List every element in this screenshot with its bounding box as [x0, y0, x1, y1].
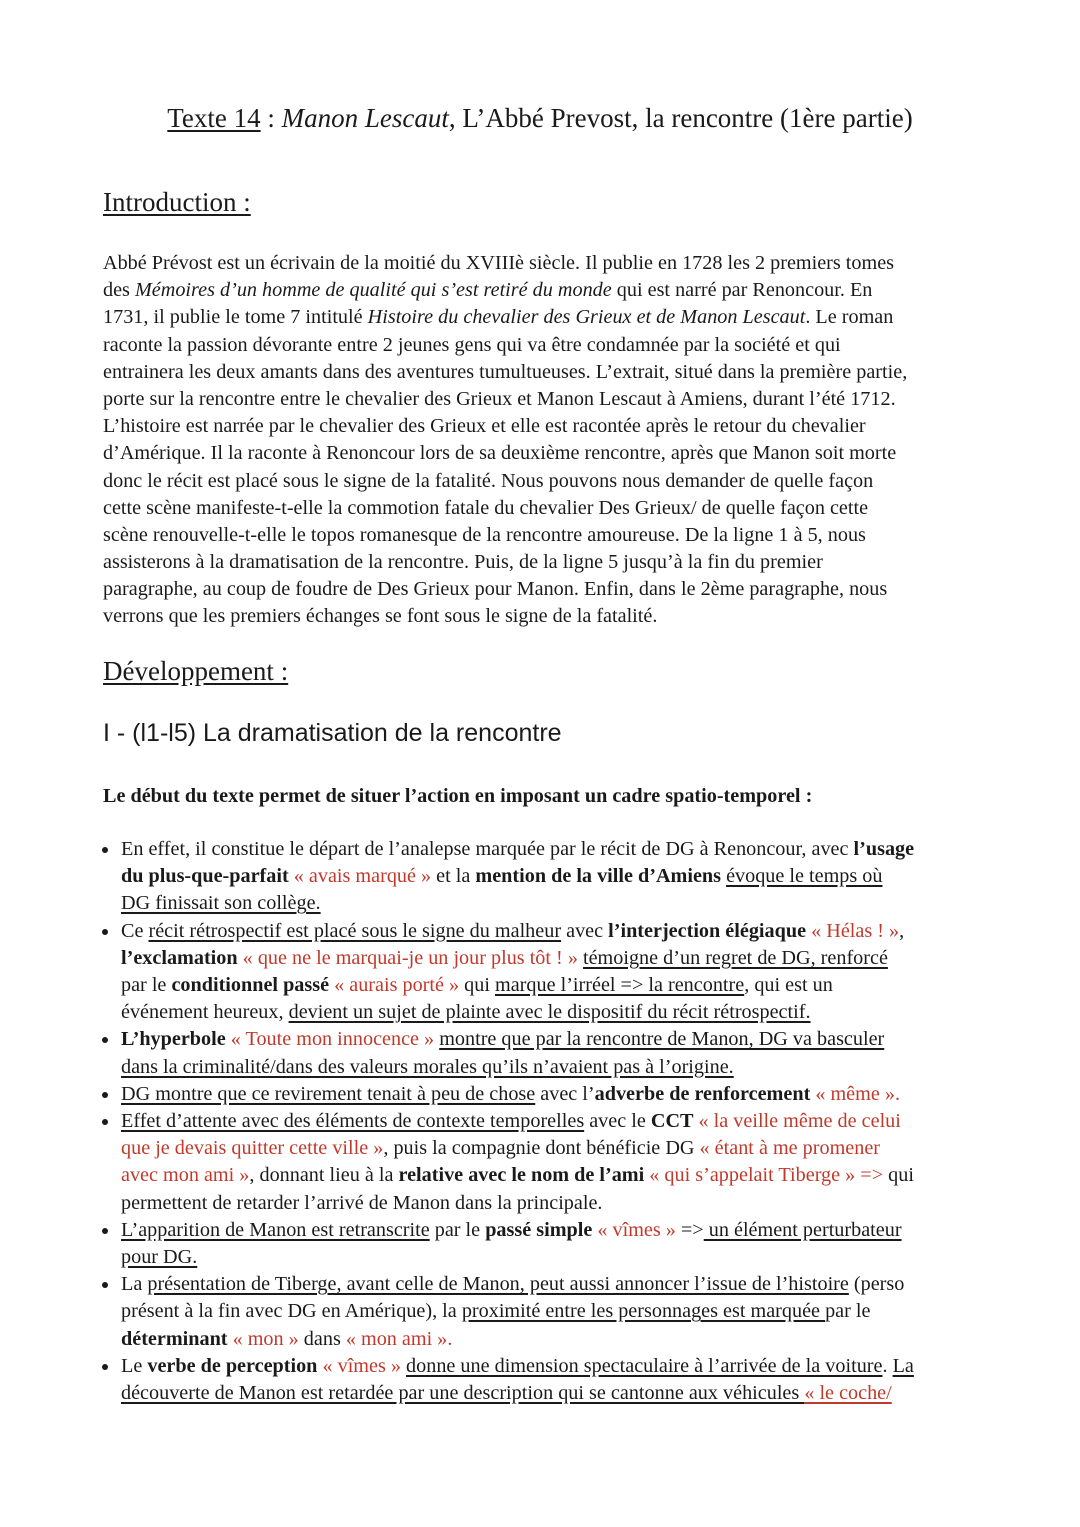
section-heading: I - (l1-l5) La dramatisation de la rencontre — [103, 719, 562, 747]
bullet-line — [121, 1353, 914, 1380]
text-run: « étant à me promener — [699, 1137, 881, 1160]
text-run: un élément perturbateur — [703, 1218, 902, 1241]
intro-line — [103, 413, 983, 440]
text-run: DG finissait son collège. — [121, 892, 321, 915]
intro-line — [103, 549, 983, 576]
text-run: des — [103, 279, 135, 302]
text-run: . — [882, 1354, 893, 1377]
page-title — [0, 100, 1080, 136]
text-run: paragraphe, au coup de foudre de Des Grieux pour Manon. Enfin, dans le 2ème paragraphe, nous — [103, 578, 888, 601]
text-run: passé simple — [485, 1218, 593, 1241]
text-run: permettent de retarder l’arrivé de Manon dans la principale. — [121, 1191, 603, 1214]
title-work: Manon Lescaut — [281, 103, 449, 133]
intro-line — [103, 250, 983, 277]
text-run: Effet d’attente avec des éléments de contexte temporelles — [121, 1110, 585, 1132]
text-run: DG montre que ce revirement tenait à peu de chose — [121, 1082, 536, 1105]
text-run: scène renouvelle-t-elle le topos romanesque de la rencontre amoureuse. De la ligne 1 à 5, nous — [103, 523, 866, 546]
bullet-dot — [102, 1119, 108, 1125]
bullet-line — [121, 1244, 197, 1271]
intro-line — [103, 495, 983, 522]
intro-line — [103, 332, 983, 359]
intro-line — [103, 440, 983, 467]
bullet-line — [121, 1054, 734, 1081]
bullet-line — [121, 863, 882, 890]
intro-line — [103, 576, 983, 603]
text-run: « vîmes » — [322, 1354, 401, 1377]
bullet-line — [121, 1081, 900, 1108]
text-run: L’histoire est narrée par le chevalier des Grieux et elle est racontée après le retour du chevalier — [103, 415, 866, 438]
intro-line — [103, 386, 983, 413]
text-run: avec — [561, 919, 609, 942]
text-run: avec l’ — [535, 1082, 595, 1105]
text-run: Ce — [121, 919, 149, 942]
text-run: présent à la fin avec DG en Amérique), la — [121, 1300, 462, 1323]
text-run: témoigne d’un regret de DG, renforcé — [582, 946, 888, 969]
text-run: assisterons à la dramatisation de la rencontre. Puis, de la ligne 5 jusqu’à la fin du premier — [103, 551, 823, 574]
text-run: marque l’irréel => la rencontre — [495, 974, 745, 996]
title-separator: : — [260, 103, 282, 133]
text-run: « aurais porté » — [334, 974, 460, 996]
bullet-line — [121, 1190, 602, 1217]
text-run: entrainera les deux amants dans des aventures tumultueuses. L’extrait, situé dans la première partie, — [103, 360, 908, 383]
bullet-line — [121, 1162, 914, 1189]
intro-line — [103, 603, 983, 630]
text-run: (perso — [848, 1273, 905, 1296]
text-run: l’usage — [853, 838, 915, 860]
text-run: « qui s’appelait Tiberge » => — [649, 1164, 884, 1187]
text-run: proximité entre les personnages est marquée — [461, 1300, 826, 1323]
title-text-number: Texte 14 — [167, 103, 261, 133]
bullet-dot — [102, 1037, 108, 1043]
text-run: présentation de Tiberge, avant celle de Manon, peut aussi annoncer l’issue de l’histoire — [147, 1273, 849, 1296]
text-run: 1731, il publie le tome 7 intitulé — [103, 306, 368, 329]
text-run: mention de la ville d’Amiens — [475, 865, 722, 888]
bullet-line — [121, 918, 904, 945]
intro-line — [103, 277, 983, 304]
text-run: « Hélas ! » — [811, 919, 900, 942]
text-run: du plus-que-parfait — [121, 865, 289, 888]
text-run: événement heureux, — [121, 1001, 289, 1024]
text-run: que je devais quitter cette ville » — [121, 1137, 384, 1160]
introduction-paragraph — [103, 250, 983, 631]
text-run: qui — [459, 974, 496, 996]
text-run: montre que par la rencontre de Manon, DG va basculer — [439, 1028, 885, 1051]
text-run: , donnant lieu à la — [249, 1164, 399, 1187]
bullet-line — [121, 836, 914, 863]
bullet-dot — [102, 1092, 108, 1098]
text-run: adverbe de renforcement — [594, 1082, 811, 1105]
text-run: par le — [825, 1300, 871, 1323]
bullet-line — [121, 999, 811, 1026]
bullet-line — [121, 1026, 884, 1053]
bullet-line — [121, 1271, 904, 1298]
text-run: donne une dimension spectaculaire à l’arrivée de la voiture — [406, 1354, 883, 1377]
bullet-line — [121, 1298, 870, 1325]
text-run: par le — [121, 974, 172, 996]
text-run: donc le récit est placé sous le signe de la fatalité. Nous pouvons nous demander de quelle façon — [103, 469, 874, 492]
text-run: , puis la compagnie dont bénéficie DG — [383, 1137, 700, 1160]
text-run: En effet, il constitue le départ de l’analepse marquée par le récit de DG à Renoncour, avec — [121, 838, 854, 860]
bullet-line — [121, 972, 833, 999]
bullet-dot — [102, 1364, 108, 1370]
text-run: Histoire du chevalier des Grieux et de Manon Lescaut — [367, 306, 806, 329]
bullet-line — [121, 1135, 880, 1162]
text-run: « avais marqué » — [293, 865, 432, 888]
text-run: qui est narré par Renoncour. En — [611, 279, 873, 302]
text-run: , qui est un — [744, 974, 833, 996]
text-run: « vîmes » — [597, 1218, 676, 1241]
text-run: raconte la passion dévorante entre 2 jeunes gens qui va être condamnée par la société et qui — [103, 333, 841, 356]
text-run: avec le — [584, 1110, 651, 1132]
bullet-line — [121, 945, 888, 972]
text-run: « mon ami ». — [345, 1327, 453, 1350]
text-run: , — [899, 919, 905, 942]
text-run: conditionnel passé — [171, 974, 330, 996]
text-run: => — [675, 1218, 704, 1241]
text-run: L’hyperbole — [121, 1028, 226, 1051]
bullet-line — [121, 890, 321, 917]
text-run: verbe de perception — [147, 1354, 318, 1377]
text-run: découverte de Manon est retardée par une description qui se cantonne aux véhicules — [121, 1382, 805, 1404]
development-heading: Développement : — [103, 656, 289, 686]
introduction-heading: Introduction : — [103, 187, 251, 217]
text-run: « que ne le marquai-je un jour plus tôt ! » — [242, 946, 578, 969]
text-run: . Le roman — [805, 306, 894, 329]
text-run: l’interjection élégiaque — [608, 919, 807, 942]
bullet-dot — [102, 1282, 108, 1288]
lead-sentence: Le début du texte permet de situer l’action en imposant un cadre spatio-temporel : — [103, 785, 813, 807]
text-run: avec mon ami » — [121, 1164, 250, 1187]
text-run: cette scène manifeste-t-elle la commotion fatale du chevalier Des Grieux/ de quelle façon cette — [103, 496, 869, 519]
text-run: « Toute mon innocence » — [230, 1028, 435, 1051]
intro-line — [103, 304, 983, 331]
intro-line — [103, 359, 983, 386]
bullet-line — [121, 1380, 892, 1407]
intro-line — [103, 522, 983, 549]
text-run: Abbé Prévost est un écrivain de la moitié du XVIIIè siècle. Il publie en 1728 les 2 premiers tomes — [103, 252, 895, 274]
text-run: évoque le temps où — [726, 865, 883, 888]
text-run: Le — [121, 1354, 148, 1377]
text-run: dans — [298, 1327, 346, 1350]
text-run: « la veille même de celui — [698, 1110, 901, 1132]
text-run: relative avec le nom de l’ami — [398, 1164, 645, 1187]
bullet-line — [121, 1108, 901, 1135]
bullet-dot — [102, 1228, 108, 1234]
text-run: dans la criminalité/dans des valeurs morales qu’ils n’avaient pas à l’origine. — [121, 1055, 734, 1078]
bullet-line — [121, 1326, 452, 1353]
text-run: « même ». — [815, 1082, 900, 1105]
text-run: par le — [429, 1218, 486, 1241]
text-run: verrons que les premiers échanges se font sous le signe de la fatalité. — [103, 605, 658, 628]
text-run: L’apparition de Manon est retranscrite — [121, 1218, 430, 1241]
text-run: La — [121, 1273, 148, 1296]
bullet-dot — [102, 847, 108, 853]
text-run: devient un sujet de plainte avec le dispositif du récit rétrospectif. — [288, 1001, 811, 1024]
text-run: déterminant — [121, 1327, 228, 1350]
text-run: et la — [431, 865, 476, 888]
bullet-line — [121, 1217, 902, 1244]
text-run: porte sur la rencontre entre le chevalier des Grieux et Manon Lescaut à Amiens, durant l’été 1712. — [103, 387, 896, 410]
text-run: d’Amérique. Il la raconte à Renoncour lors de sa deuxième rencontre, après que Manon soit morte — [103, 442, 897, 465]
text-run: CCT — [650, 1110, 694, 1132]
text-run: « mon » — [232, 1327, 299, 1350]
title-rest: , L’Abbé Prevost, la rencontre (1ère partie) — [448, 103, 913, 133]
text-run: qui — [883, 1164, 914, 1187]
bullet-dot — [102, 929, 108, 935]
text-run: récit rétrospectif est placé sous le signe du malheur — [148, 919, 562, 942]
text-run: « le coche/ — [804, 1382, 892, 1404]
text-run: pour DG. — [121, 1246, 198, 1268]
intro-line — [103, 468, 983, 495]
text-run: La — [892, 1354, 914, 1377]
text-run: Mémoires d’un homme de qualité qui s’est retiré du monde — [134, 279, 612, 302]
text-run: l’exclamation — [121, 946, 238, 969]
